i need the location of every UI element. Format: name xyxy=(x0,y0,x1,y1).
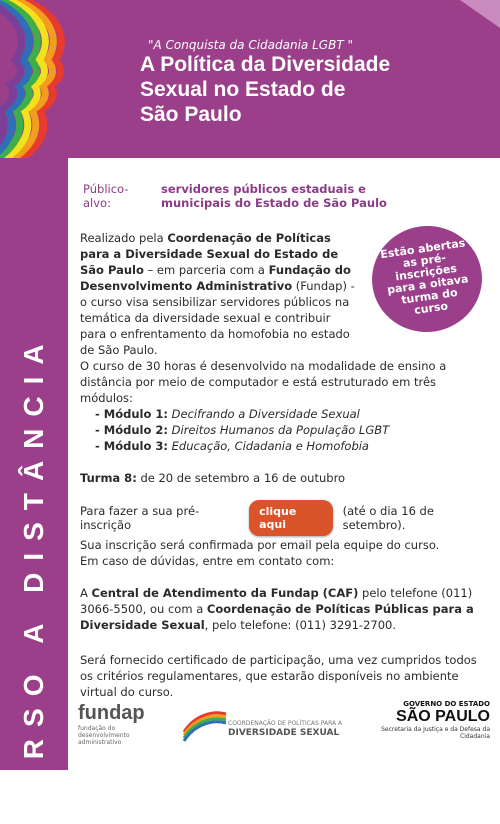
intro-fundap: Fundação do Desenvolvimento Administrativo xyxy=(80,263,351,293)
module-name: Decifrando a Diversidade Sexual xyxy=(171,407,360,421)
fundap-logo xyxy=(78,702,168,746)
module-list xyxy=(95,406,389,454)
sp-name: SÃO PAULO xyxy=(396,708,490,725)
module-name: Educação, Cidadania e Homofobia xyxy=(171,439,369,453)
audience-value: servidores públicos estaduais e municipais do Estado de São Paulo xyxy=(161,182,387,210)
page-title xyxy=(140,52,470,127)
course-description: O curso de 30 horas é desenvolvido na modalidade de ensino a distância por meio de computador e está estruturado em três módulos: xyxy=(80,359,447,405)
register-button[interactable]: clique aqui xyxy=(249,500,333,536)
turma-dates xyxy=(80,470,485,486)
certificate-note: Será fornecido certificado de participação, uma vez cumpridos todos os critérios regulamentares, que estarão disponíveis no ambiente virtual do curso. xyxy=(80,653,477,699)
diversidade-line-2: DIVERSIDADE SEXUAL xyxy=(228,728,340,738)
contact-coordination: Coordenação de Políticas Públicas para a Diversidade Sexual xyxy=(80,602,474,632)
turma-label: Turma 8: xyxy=(80,471,137,485)
module-name: Direitos Humanos da População LGBT xyxy=(171,423,390,437)
module-item xyxy=(95,438,389,454)
campaign-subtitle: "A Conquista da Cidadania LGBT " xyxy=(148,38,353,52)
page-fold xyxy=(460,0,500,28)
turma-date-range: de 20 de setembro a 16 de outubro xyxy=(136,471,346,485)
audience-label: Público-alvo: xyxy=(83,182,129,210)
diversidade-line-1: COORDENAÇÃO DE POLÍTICAS PARA A xyxy=(228,720,343,727)
header-banner xyxy=(0,0,500,158)
contact-text-2: pelo telefone (011) 3066-5500, ou com a xyxy=(80,586,473,616)
intro-text-1: Realizado pela xyxy=(80,231,168,245)
intro-text-2: – em parceria com a xyxy=(143,263,269,277)
title-line-3: São Paulo xyxy=(140,103,242,126)
fundap-tagline: fundação do desenvolvimento administrativo xyxy=(78,725,130,746)
intro-text-3: (Fundap) - o curso visa sensibilizar servidores públicos na temática da diversidade sexual e contribuir para o enfrentamento da homofobia no estado de São Paulo. xyxy=(80,279,355,357)
module-label: - Módulo 3: xyxy=(95,439,168,453)
module-label: - Módulo 1: xyxy=(95,407,168,421)
sao-paulo-government-logo xyxy=(370,700,490,746)
intro-coordination: Coordenação de Políticas para a Diversidade Sexual do Estado de São Paulo xyxy=(80,231,339,277)
intro-paragraph xyxy=(80,230,360,358)
confirmation-line-1: Sua inscrição será confirmada por email pela equipe do curso. xyxy=(80,538,440,552)
contact-text-3: , pelo telefone: (011) 3291-2700. xyxy=(204,618,396,632)
partner-logos xyxy=(78,700,488,760)
module-item xyxy=(95,422,389,438)
registration-deadline: (até o dia 16 de setembro). xyxy=(342,504,434,532)
registration-row xyxy=(80,500,490,536)
contact-paragraph xyxy=(80,585,485,633)
rainbow-swoosh-icon xyxy=(182,706,228,742)
registration-prefix: Para fazer a sua pré-inscrição xyxy=(80,504,200,532)
diversidade-logo xyxy=(182,704,352,744)
contact-text-1: A xyxy=(80,586,92,600)
sp-gov-label: GOVERNO DO ESTADO xyxy=(403,700,490,708)
module-item xyxy=(95,406,389,422)
confirmation-text xyxy=(80,537,485,569)
rainbow-profile-logo xyxy=(0,0,120,158)
course-type-vertical-label: CURSO A DISTÂNCIA xyxy=(18,332,49,824)
fundap-wordmark: fundap xyxy=(78,702,145,724)
sp-secretariat: Secretaria da Justiça e da Defesa da Cidadania xyxy=(381,726,490,740)
contact-caf: Central de Atendimento da Fundap (CAF) xyxy=(91,586,359,600)
confirmation-line-2: Em caso de dúvidas, entre em contato com: xyxy=(80,554,335,568)
sidebar-strip xyxy=(0,158,68,824)
registration-open-badge: Estão abertas as pré-inscrições para a oitava turma do curso xyxy=(365,219,489,339)
module-label: - Módulo 2: xyxy=(95,423,168,437)
title-line-1: A Política da Diversidade xyxy=(140,53,391,76)
title-line-2: Sexual no Estado de xyxy=(140,78,346,101)
